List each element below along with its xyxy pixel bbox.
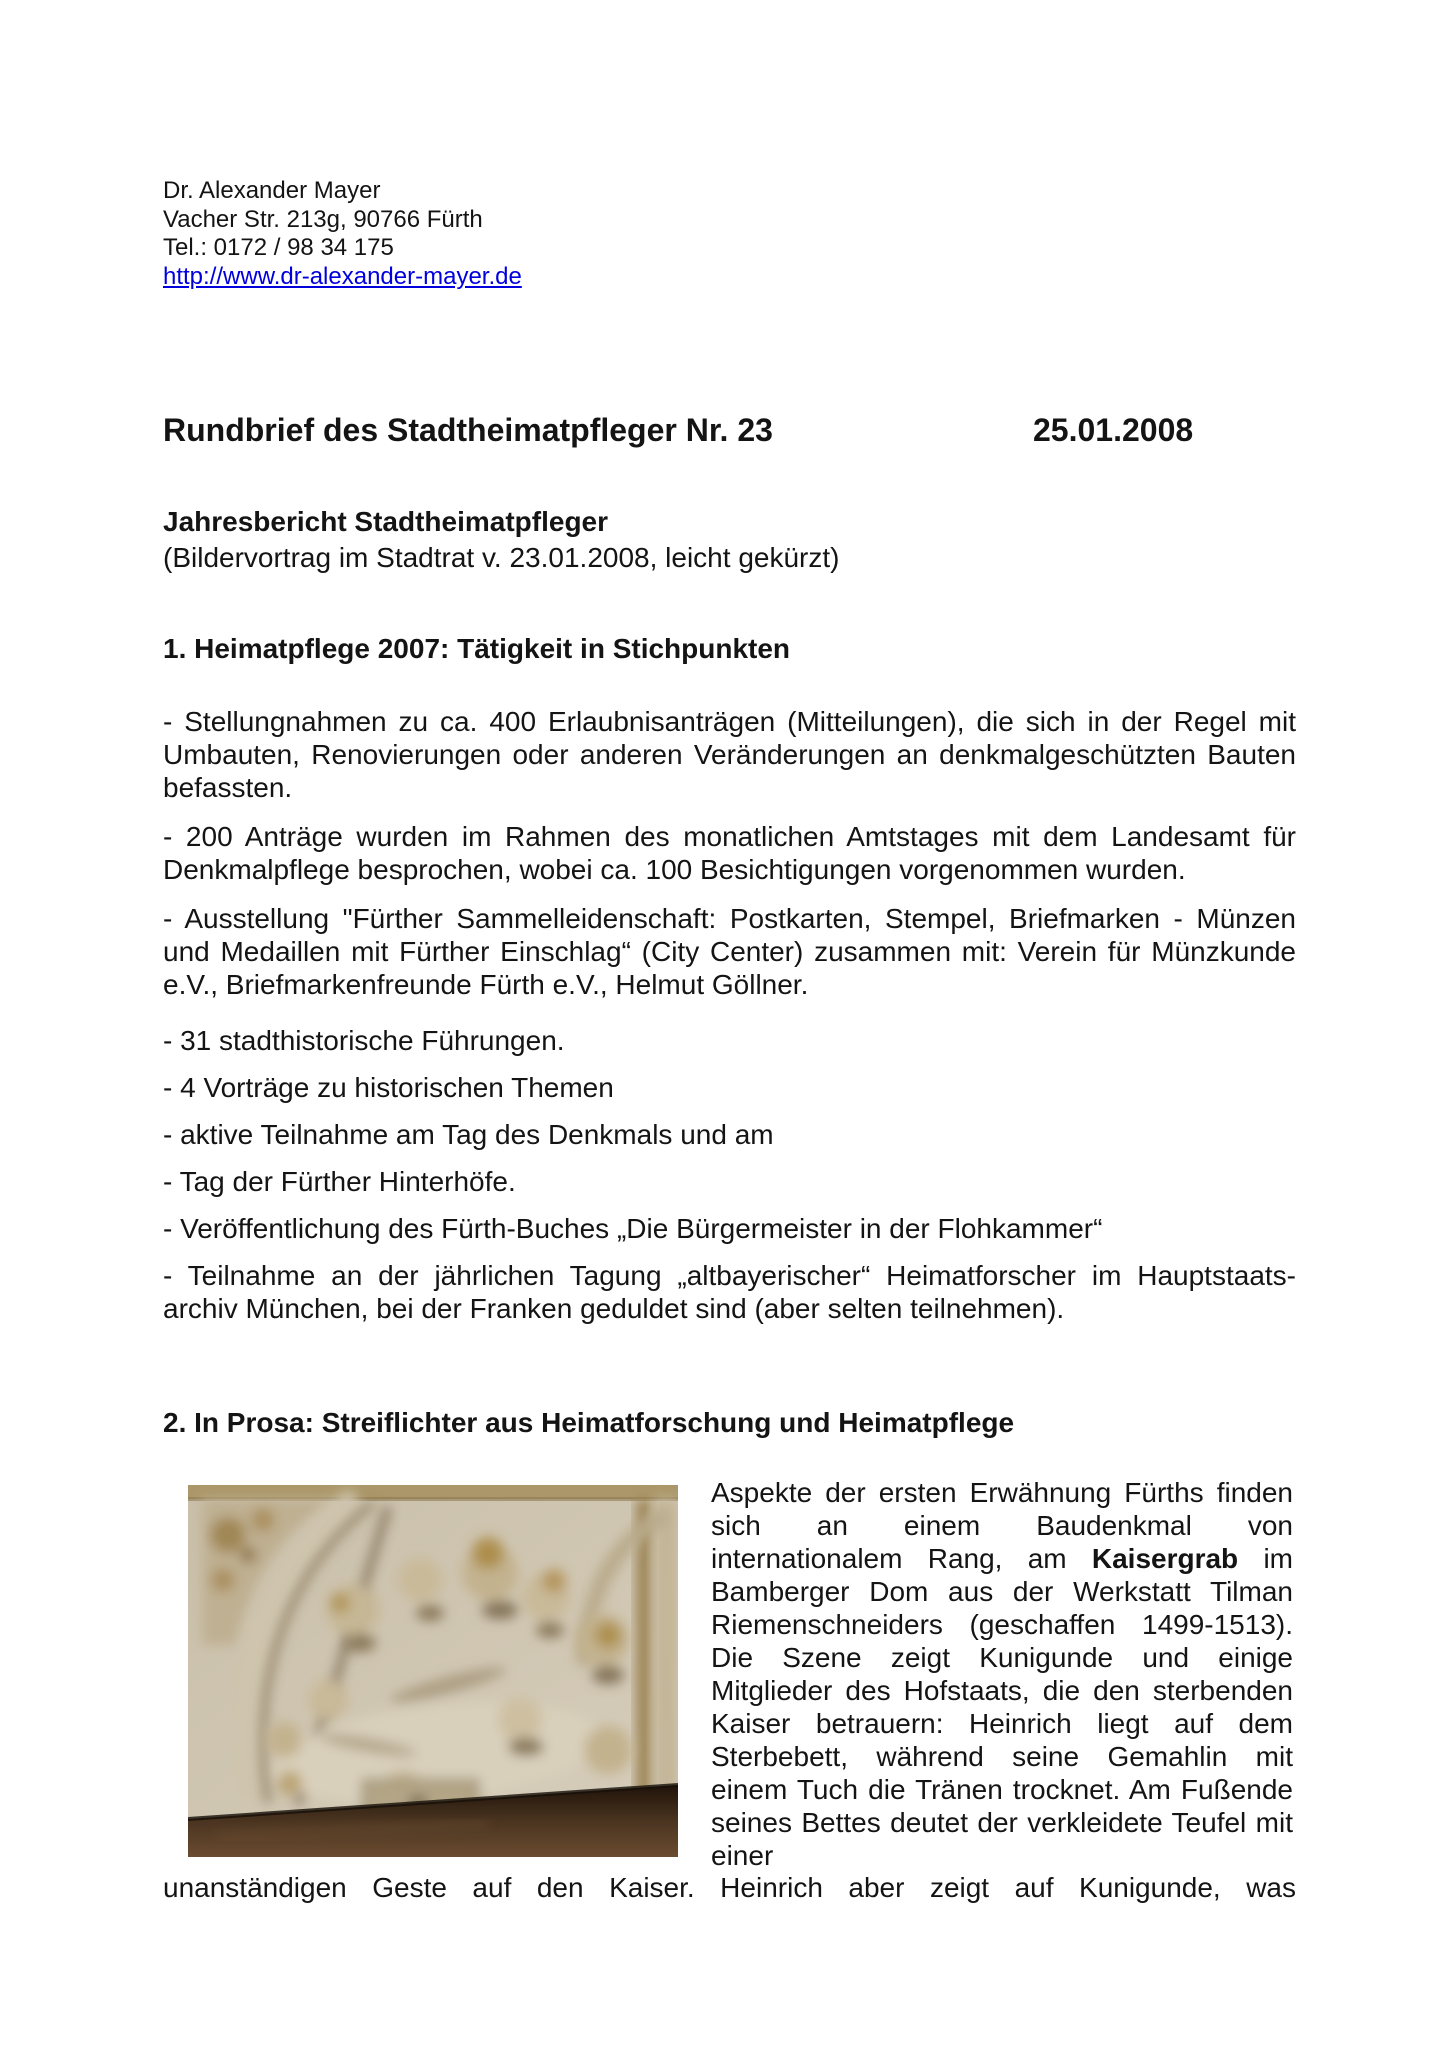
column-text-end: im Bamberger Dom aus der Werkstatt Tilman Riemenschneiders (geschaffen 1499-1513). Die Szene zeigt Kunigunde und einige Mitglieder des Hofstaats, die den sterbenden Kaiser betrauern: Heinrich liegt auf dem Sterbebett, während seine Gemahlin mit einem Tuch die Tränen trocknet. Am Fußende seines Bettes deutet der verkleidete Teufel mit einer <box>711 1543 1293 1871</box>
title-row <box>163 410 1296 454</box>
section1-paragraphs <box>163 705 1296 1017</box>
section1-bullet-list <box>163 1024 1296 1339</box>
kaisergrab-relief-photo <box>188 1485 678 1857</box>
bullet-item: - aktive Teilnahme am Tag des Denkmals und am <box>163 1119 774 1150</box>
section2-last-line: unanständigen Geste auf den Kaiser. Heinrich aber zeigt auf Kunigunde, was <box>163 1872 1296 1903</box>
contact-address: Vacher Str. 213g, 90766 Fürth <box>163 205 483 233</box>
contact-block <box>163 177 522 291</box>
document-date: 25.01.2008 <box>1033 412 1194 448</box>
subtitle-bold: Jahresbericht Stadtheimatpfleger <box>163 506 609 537</box>
subtitle-note: (Bildervortrag im Stadtrat v. 23.01.2008, leicht gekürzt) <box>163 542 840 573</box>
column-text-bold-kaisergrab: Kaisergrab <box>1091 1543 1239 1574</box>
paragraph: - 200 Anträge wurden im Rahmen des monatlichen Amtstages mit dem Landesamt für Denkmalpflege besprochen, wobei ca. 100 Besichtigungen vorgenommen wurden. <box>163 821 1296 885</box>
column-text-start: Aspekte der ersten Erwähnung Fürths finden sich an einem Baudenkmal von internationalem Rang, am <box>711 1477 1293 1574</box>
website-link[interactable]: http://www.dr-alexander-mayer.de <box>163 262 522 290</box>
section1-heading: 1. Heimatpflege 2007: Tätigkeit in Stichpunkten <box>163 633 791 664</box>
page-title: Rundbrief des Stadtheimatpfleger Nr. 23 <box>163 412 773 448</box>
bullet-item: - Tag der Fürther Hinterhöfe. <box>163 1166 516 1197</box>
bullet-item: - 4 Vorträge zu historischen Themen <box>163 1072 614 1103</box>
subtitle-block <box>163 504 839 576</box>
section2-column-text <box>711 1476 1293 1872</box>
contact-phone: Tel.: 0172 / 98 34 175 <box>163 234 394 261</box>
bullet-item: - 31 stadthistorische Führungen. <box>163 1025 565 1056</box>
relief-photo-graphic <box>188 1485 678 1857</box>
contact-link-line <box>163 263 522 292</box>
paragraph: - Ausstellung "Fürther Sammelleidenschaft: Postkarten, Stempel, Briefmarken - Münzen und Medaillen mit Fürther Einschlag“ (City Center) zusammen mit: Verein für Münzkunde e.V., Briefmarkenfreunde Fürth e.V., Helmut Göllner. <box>163 903 1296 1000</box>
bullet-item: - Veröffentlichung des Fürth-Buches „Die Bürgermeister in der Flohkammer“ <box>163 1213 1103 1244</box>
bullet-item: - Teilnahme an der jährlichen Tagung „altbayerischer“ Heimatforscher im Hauptstaats-archiv München, bei der Franken geduldet sind (aber selten teilnehmen). <box>163 1260 1296 1324</box>
section2-heading: 2. In Prosa: Streiflichter aus Heimatforschung und Heimatpflege <box>163 1407 1015 1438</box>
contact-name: Dr. Alexander Mayer <box>163 177 381 204</box>
paragraph: - Stellungnahmen zu ca. 400 Erlaubnisanträgen (Mitteilungen), die sich in der Regel mit Umbauten, Renovierungen oder anderen Veränderungen an denkmalgeschützten Bauten befassten. <box>163 706 1296 803</box>
